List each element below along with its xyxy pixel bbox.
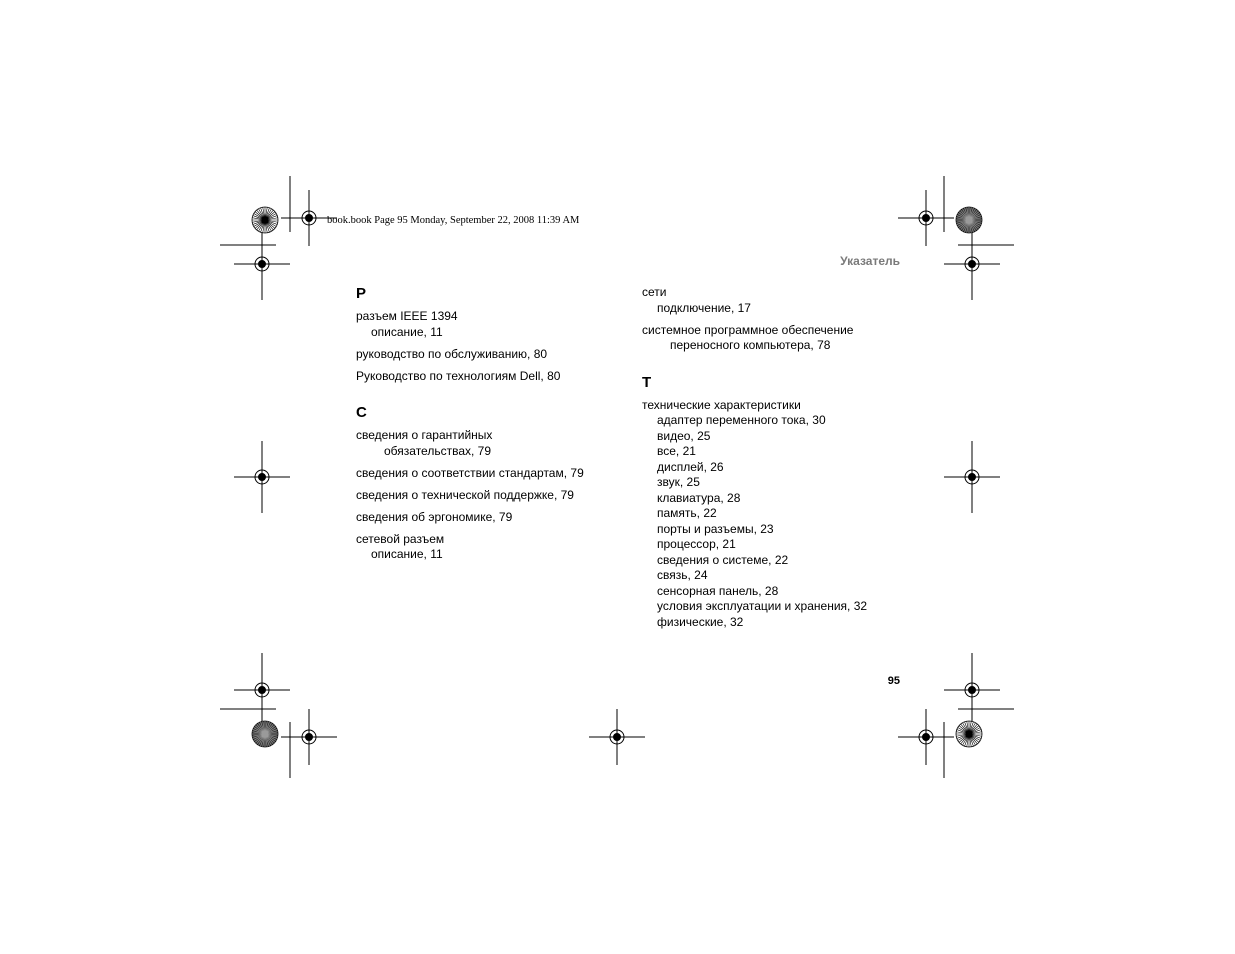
registration-target-icon [281, 709, 337, 765]
star-wheel-icon [252, 721, 278, 747]
registration-target-icon [234, 236, 290, 292]
registration-target-icon [234, 449, 290, 505]
index-section [356, 285, 626, 384]
index-subentry: описание, 11 [371, 547, 443, 561]
index-subentry: связь, 24 [657, 568, 708, 582]
index-entry [356, 532, 626, 563]
index-subentry: порты и разъемы, 23 [657, 521, 774, 536]
index-letter-heading: Т [642, 373, 652, 391]
index-term-continuation: обязательствах, 79 [384, 443, 492, 458]
index-subentry: условия эксплуатации и хранения, 32 [657, 599, 868, 613]
index-subentry: адаптер переменного тока, 30 [657, 413, 826, 427]
index-subentry: дисплей, 26 [657, 459, 724, 474]
index-subentry: видео, 25 [657, 428, 711, 443]
index-entry [642, 323, 922, 354]
index-term: сведения о соответствии стандартам, 79 [356, 465, 584, 480]
index-subentry: описание, 11 [371, 324, 443, 339]
index-subentry: подключение, 17 [657, 300, 751, 315]
index-term: сведения о технической поддержке, 79 [356, 487, 574, 502]
index-entry [356, 309, 626, 340]
registration-target-icon [944, 662, 1000, 718]
index-term: сведения об эргономике, 79 [356, 509, 513, 524]
index-subentry: физические, 32 [657, 614, 744, 629]
index-entry [356, 488, 626, 504]
index-entry [356, 466, 626, 482]
index-term: технические характеристики [642, 397, 801, 412]
registration-target-icon [589, 709, 645, 765]
index-term: сетевой разъем [356, 531, 445, 546]
index-entry [642, 398, 922, 631]
index-entry [356, 347, 626, 363]
print-slug: book.book Page 95 Monday, September 22, 2008 11:39 AM [327, 215, 580, 226]
registration-target-icon [898, 709, 954, 765]
index-section [642, 285, 922, 354]
registration-target-icon [944, 236, 1000, 292]
index-entry [642, 285, 922, 316]
index-section [356, 404, 626, 563]
index-subentry: звук, 25 [657, 475, 700, 489]
index-subentry: сенсорная панель, 28 [657, 583, 779, 598]
index-subentry: все, 21 [657, 444, 696, 458]
index-letter-heading: С [356, 404, 367, 421]
index-entry [356, 428, 626, 459]
index-column-left [356, 285, 626, 569]
index-subentry: память, 22 [657, 506, 717, 520]
star-wheel-icon [956, 207, 982, 233]
registration-target-icon [898, 190, 954, 246]
index-term: Руководство по технологиям Dell, 80 [356, 368, 561, 383]
index-section [642, 374, 922, 631]
index-subentry: клавиатура, 28 [657, 490, 741, 505]
index-term-continuation: переносного компьютера, 78 [670, 338, 831, 352]
index-letter-heading: Р [356, 285, 367, 302]
index-subentry: процессор, 21 [657, 537, 736, 551]
index-column-right [642, 285, 922, 637]
star-wheel-icon [956, 721, 982, 747]
index-term: системное программное обеспечение [642, 322, 854, 337]
index-entry [356, 510, 626, 526]
index-term: руководство по обслуживанию, 80 [356, 346, 548, 361]
index-term: сети [642, 285, 667, 299]
running-head: Указатель [840, 254, 900, 268]
index-term: разъем IEEE 1394 [356, 309, 458, 323]
index-entry [356, 369, 626, 385]
star-wheel-icon [252, 207, 278, 233]
index-term: сведения о гарантийных [356, 428, 493, 442]
page-number: 95 [887, 675, 900, 687]
registration-target-icon [234, 662, 290, 718]
registration-target-icon [944, 449, 1000, 505]
index-subentry: сведения о системе, 22 [657, 552, 789, 567]
